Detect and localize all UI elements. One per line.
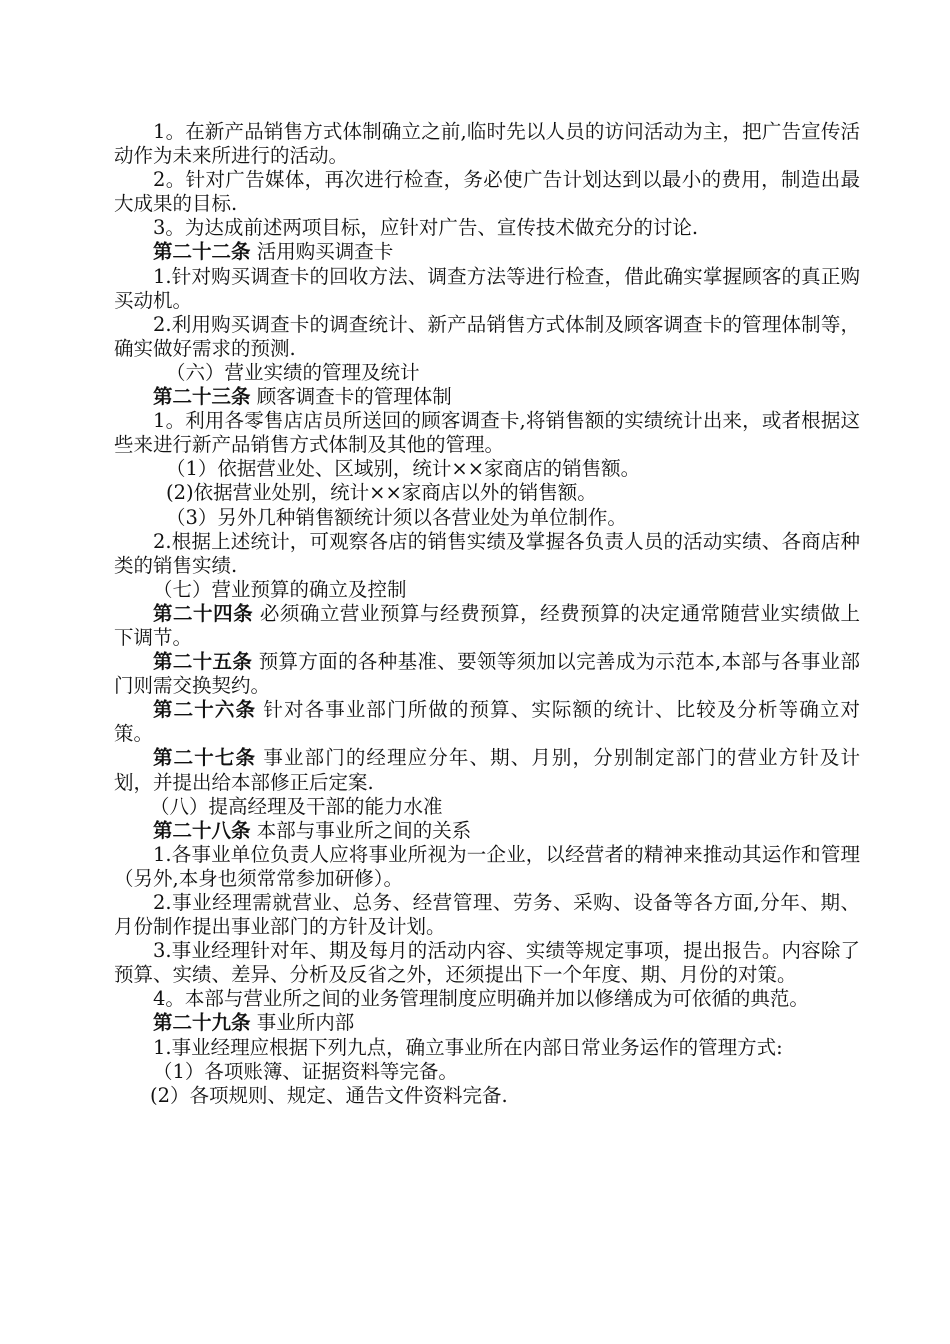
article-number: 第二十四条	[153, 601, 254, 625]
paragraph: 1.事业经理应根据下列九点，确立事业所在内部日常业务运作的管理方式:	[153, 1035, 783, 1059]
article-text: 预算方面的各种基准、要领等须加以完善成为示范本,本部与各事业部门则需交换契约。	[114, 650, 860, 698]
paragraph: 3。为达成前述两项目标，应针对广告、宣传技术做充分的讨论.	[153, 216, 699, 240]
article-a27	[114, 746, 860, 794]
article-number: 第二十九条	[153, 1011, 251, 1035]
paragraph: 2.事业经理需就营业、总务、经营管理、劳务、采购、设备等各方面,分年、期、月份制作提出事业部门的方针及计划。	[114, 891, 860, 939]
article-text: 活用购买调查卡	[250, 240, 394, 264]
article-number: 第二十八条	[153, 818, 251, 842]
section-heading: （八）提高经理及干部的能力水准	[150, 794, 443, 818]
list-item: （3）另外几种销售额统计须以各营业处为单位制作。	[166, 505, 627, 529]
paragraph: 4。本部与营业所之间的业务管理制度应明确并加以修缮成为可依循的典范。	[153, 987, 809, 1011]
section-heading: （六）营业实绩的管理及统计	[166, 360, 420, 384]
article-text: 顾客调查卡的管理体制	[250, 385, 452, 409]
paragraph: 1.各事业单位负责人应将事业所视为一企业，以经营者的精神来推动其运作和管理（另外,本身也须常常参加研修）。	[114, 842, 860, 890]
paragraph: 1。在新产品销售方式体制确立之前,临时先以人员的访问活动为主，把广告宣传活动作为未来所进行的活动。	[114, 120, 860, 168]
section-heading: （1）各项账簿、证据资料等完备。	[153, 1059, 458, 1083]
section-heading: （七）营业预算的确立及控制	[153, 577, 407, 601]
article-a26	[114, 698, 860, 746]
list-item: (2)依据营业处别，统计××家商店以外的销售额。	[166, 481, 597, 505]
article-text: 必须确立营业预算与经费预算，经费预算的决定通常随营业实绩做上下调节。	[114, 601, 860, 649]
paragraph: 2。针对广告媒体，再次进行检查，务必使广告计划达到以最小的费用，制造出最大成果的目标.	[114, 168, 860, 216]
paragraph: 1.针对购买调查卡的回收方法、调查方法等进行检查，借此确实掌握顾客的真正购买动机。	[114, 264, 860, 312]
section-heading: (2）各项规则、规定、通告文件资料完备.	[150, 1083, 508, 1107]
article-a22	[114, 240, 860, 264]
article-a29	[114, 1011, 860, 1035]
article-text: 针对各事业部门所做的预算、实际额的统计、比较及分析等确立对策。	[114, 698, 860, 746]
paragraph: 3.事业经理针对年、期及每月的活动内容、实绩等规定事项，提出报告。内容除了预算、实绩、差异、分析及反省之外，还须提出下一个年度、期、月份的对策。	[114, 939, 860, 987]
paragraph: 2.利用购买调查卡的调查统计、新产品销售方式体制及顾客调查卡的管理体制等，确实做好需求的预测.	[114, 312, 860, 360]
document-body	[114, 120, 860, 1108]
article-number: 第二十五条	[153, 650, 253, 674]
paragraph: 1。利用各零售店店员所送回的顾客调查卡,将销售额的实绩统计出来，或者根据这些来进行新产品销售方式体制及其他的管理。	[114, 409, 860, 457]
article-text: 事业所内部	[250, 1011, 355, 1035]
article-text: 事业部门的经理应分年、期、月别，分别制定部门的营业方针及计划，并提出给本部修正后定案.	[114, 746, 860, 794]
article-a24	[114, 602, 860, 650]
article-a28	[114, 819, 860, 843]
article-a23	[114, 385, 860, 409]
list-item: （1）依据营业处、区域别，统计××家商店的销售额。	[166, 457, 641, 481]
article-number: 第二十七条	[153, 746, 257, 770]
article-number: 第二十二条	[153, 240, 251, 264]
article-a25	[114, 650, 860, 698]
article-number: 第二十六条	[153, 698, 257, 722]
paragraph: 2.根据上述统计，可观察各店的销售实绩及掌握各负责人员的活动实绩、各商店种类的销售实绩.	[114, 529, 860, 577]
article-text: 本部与事业所之间的关系	[250, 818, 472, 842]
article-number: 第二十三条	[153, 385, 251, 409]
